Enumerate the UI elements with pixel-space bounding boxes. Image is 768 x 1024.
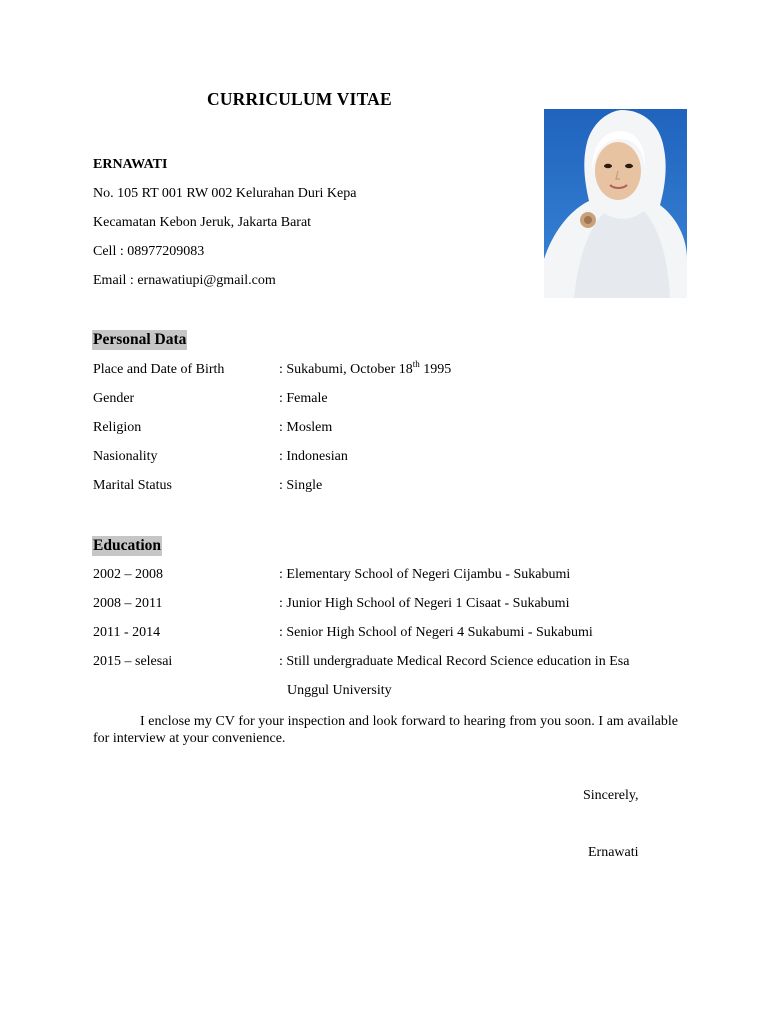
applicant-name: ERNAWATI <box>93 157 168 172</box>
signature-name: Ernawati <box>588 845 639 860</box>
personal-data-value <box>279 359 452 378</box>
ordinal-suffix: th <box>412 359 420 369</box>
personal-data-label: Nasionality <box>93 449 158 464</box>
birth-year: 1995 <box>419 362 452 377</box>
education-school: : Elementary School of Negeri Cijambu - Sukabumi <box>279 567 571 582</box>
address-line-1: No. 105 RT 001 RW 002 Kelurahan Duri Kepa <box>93 186 357 201</box>
personal-data-label: Place and Date of Birth <box>93 362 225 377</box>
closing-paragraph: I enclose my CV for your inspection and look forward to hearing from you soon. I am available for interview at your convenience. <box>93 714 678 746</box>
personal-data-value: : Single <box>279 478 323 493</box>
personal-data-label: Religion <box>93 420 142 435</box>
education-school: : Still undergraduate Medical Record Science education in Esa <box>279 654 630 669</box>
personal-data-value: : Indonesian <box>279 449 348 464</box>
education-period: 2011 - 2014 <box>93 625 161 640</box>
education-heading: Education <box>93 537 162 554</box>
education-school-continuation: Unggul University <box>287 683 392 698</box>
education-period: 2002 – 2008 <box>93 567 163 582</box>
education-period: 2015 – selesai <box>93 654 173 669</box>
personal-data-value: : Female <box>279 391 328 406</box>
profile-photo <box>544 109 687 298</box>
email-address: Email : ernawatiupi@gmail.com <box>93 273 276 288</box>
education-period: 2008 – 2011 <box>93 596 163 611</box>
education-school: : Junior High School of Negeri 1 Cisaat - Sukabumi <box>279 596 570 611</box>
personal-data-heading: Personal Data <box>93 331 187 348</box>
address-line-2: Kecamatan Kebon Jeruk, Jakarta Barat <box>93 215 312 230</box>
personal-data-label: Marital Status <box>93 478 172 493</box>
salutation: Sincerely, <box>583 788 639 803</box>
document-title: CURRICULUM VITAE <box>207 89 392 109</box>
cell-number: Cell : 08977209083 <box>93 244 205 259</box>
personal-data-label: Gender <box>93 391 135 406</box>
profile-photo-icon <box>544 109 687 298</box>
personal-data-value: : Moslem <box>279 420 333 435</box>
education-school: : Senior High School of Negeri 4 Sukabumi - Sukabumi <box>279 625 593 640</box>
birth-place-date: : Sukabumi, October 18 <box>279 362 413 377</box>
